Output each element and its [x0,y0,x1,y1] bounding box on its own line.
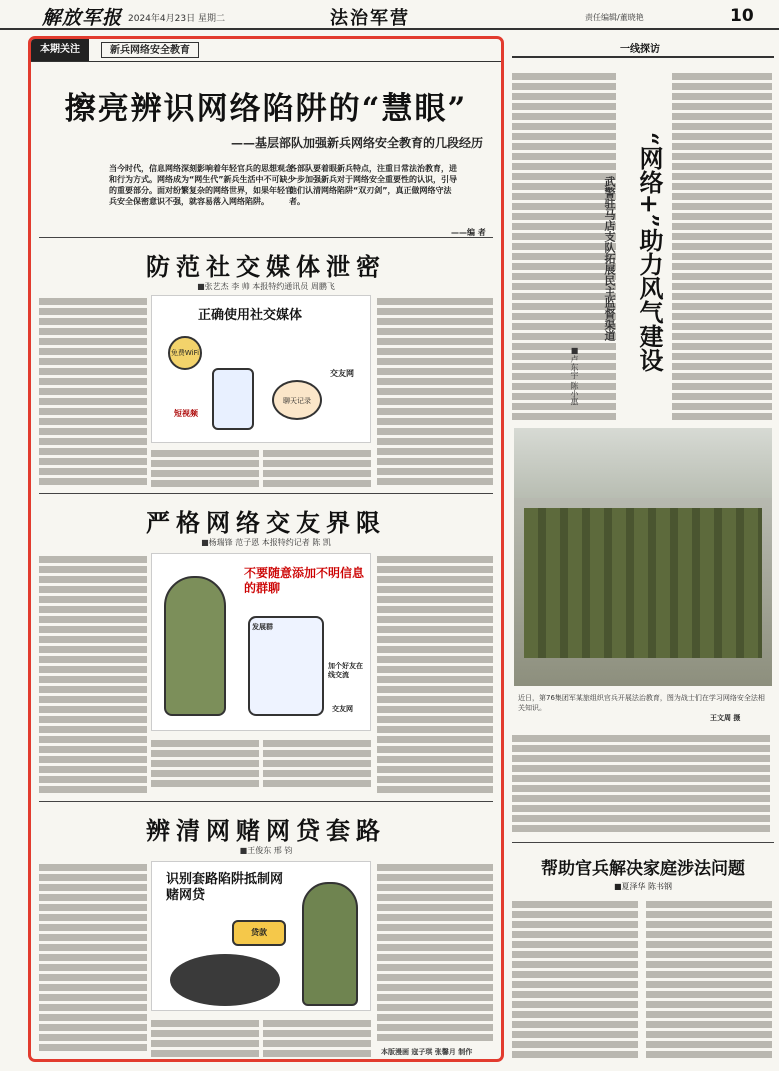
section-1-text-col-1 [39,295,147,485]
right-text-block [512,732,770,832]
section-1-title: 防范社交媒体泄密 [146,252,386,281]
section-3-byline: ■王俊东 邢 钧 [239,846,293,855]
publication-date: 2024年4月23日 星期二 [128,14,225,24]
divider [512,842,774,843]
page-number: 10 [730,6,754,26]
vertical-title: “网络+”助力风气建设 [635,132,664,372]
section-3-text-col-1 [39,861,147,1057]
section-3-text-col-2 [151,1017,259,1057]
section-2-text-col-1 [39,553,147,793]
section-2-text-col-2 [151,737,259,793]
lead-paragraph-1: 当今时代，信息网络深刻影响着年轻官兵的思想观念和行为方式。网络成为“网生代”新兵生活中不可缺少的重要部分。面对纷繁复杂的网络世界，如果年轻官兵安全保密意识不强，就容易落入网络陷阱。 [109,164,296,206]
section-2-text-col-4 [377,553,493,793]
cartoon-credit: 本版漫画 寇子琪 张馨月 制作 [381,1048,473,1056]
soldiers-formation [524,508,762,658]
right-column-header [512,40,774,58]
right-section-byline: ■夏泽华 陈书钢 [613,882,673,891]
dating-site-label-1: 交友网 [330,369,354,378]
right-section-text-col-1 [512,898,638,1058]
photo-author: 王文周 摄 [710,714,741,722]
vertical-subtitle: 武警驻马店支队拓展民主监督渠道 [603,176,616,341]
photo-caption: 近日，第76集团军某旅组织官兵开展法治教育，图为战士们在学习网络安全法相关知识。 [518,694,765,712]
short-video-label: 短视频 [174,409,198,418]
section-1-text-col-4 [377,295,493,485]
section-1-text-col-3 [263,447,371,487]
main-headline: 擦亮辨识网络陷阱的“慧眼” [64,91,468,127]
vertical-byline: ■卢东宇 陈小惠 [570,346,579,406]
soldier-figure [164,576,226,716]
chat-record-bubble: 聊天记录 [272,380,322,420]
soldier-figure [302,882,358,1006]
section-3-text-col-3 [263,1017,371,1057]
section-title: 法治军营 [330,8,410,29]
newspaper-logo: 解放军报 [42,7,123,29]
section-1-illustration [151,295,371,443]
topic-tag: 新兵网络安全教育 [101,42,199,58]
loan-sign: 贷款 [232,920,286,946]
add-friend-label: 加个好友在线交流 [328,662,363,679]
editor-credit: 责任编辑/董晓艳 [585,13,644,22]
section-1-byline: ■张艺杰 李 帅 本报特约通讯员 周鹏飞 [197,282,335,291]
divider [39,801,493,802]
right-text-col-2 [672,70,772,420]
right-section-text-col-2 [646,898,772,1058]
training-photo [514,428,772,686]
column-label: 一线探访 [620,44,660,55]
divider [39,237,493,238]
trap-hole [170,954,280,1006]
divider [39,493,493,494]
section-3-illustration-title: 识别套路陷阱抵制网赌网贷 [166,872,284,903]
free-wifi-bubble: 免费WiFi [168,336,202,370]
masthead [0,0,779,30]
focus-label: 本期关注 [31,39,89,61]
section-3-text-col-4 [377,861,493,1045]
section-2-text-col-3 [263,737,371,793]
section-2-title: 严格网络交友界限 [146,508,386,537]
section-1-text-col-2 [151,447,259,487]
main-article-frame [28,36,504,1062]
section-3-illustration [151,861,371,1011]
section-1-illustration-title: 正确使用社交媒体 [198,308,303,323]
phone-icon [212,368,254,430]
photo-sky [514,428,772,498]
right-section-title: 帮助官兵解决家庭涉法问题 [541,859,745,879]
section-2-byline: ■杨瑞锋 范子恩 本报特约记者 陈 凯 [201,538,331,547]
section-2-illustration-title: 不要随意添加不明信息的群聊 [244,566,365,595]
group-chat-label: 发展群 [252,623,273,631]
section-2-illustration [151,553,371,731]
right-column [512,36,774,1066]
main-subheadline: ——基层部队加强新兵网络安全教育的几段经历 [230,136,483,150]
focus-bar [31,39,501,62]
section-3-title: 辨清网赌网贷套路 [146,816,386,845]
lead-paragraph-2: 各部队要着眼新兵特点，注重日常法治教育，进一步加强新兵对于网络安全重要性的认识，引导他们认清网络陷阱“双刃剑”，真正做网络守法者。 [289,164,457,206]
lead-author: ——编 者 [451,228,486,237]
dating-site-label-2: 交友网 [332,705,353,713]
